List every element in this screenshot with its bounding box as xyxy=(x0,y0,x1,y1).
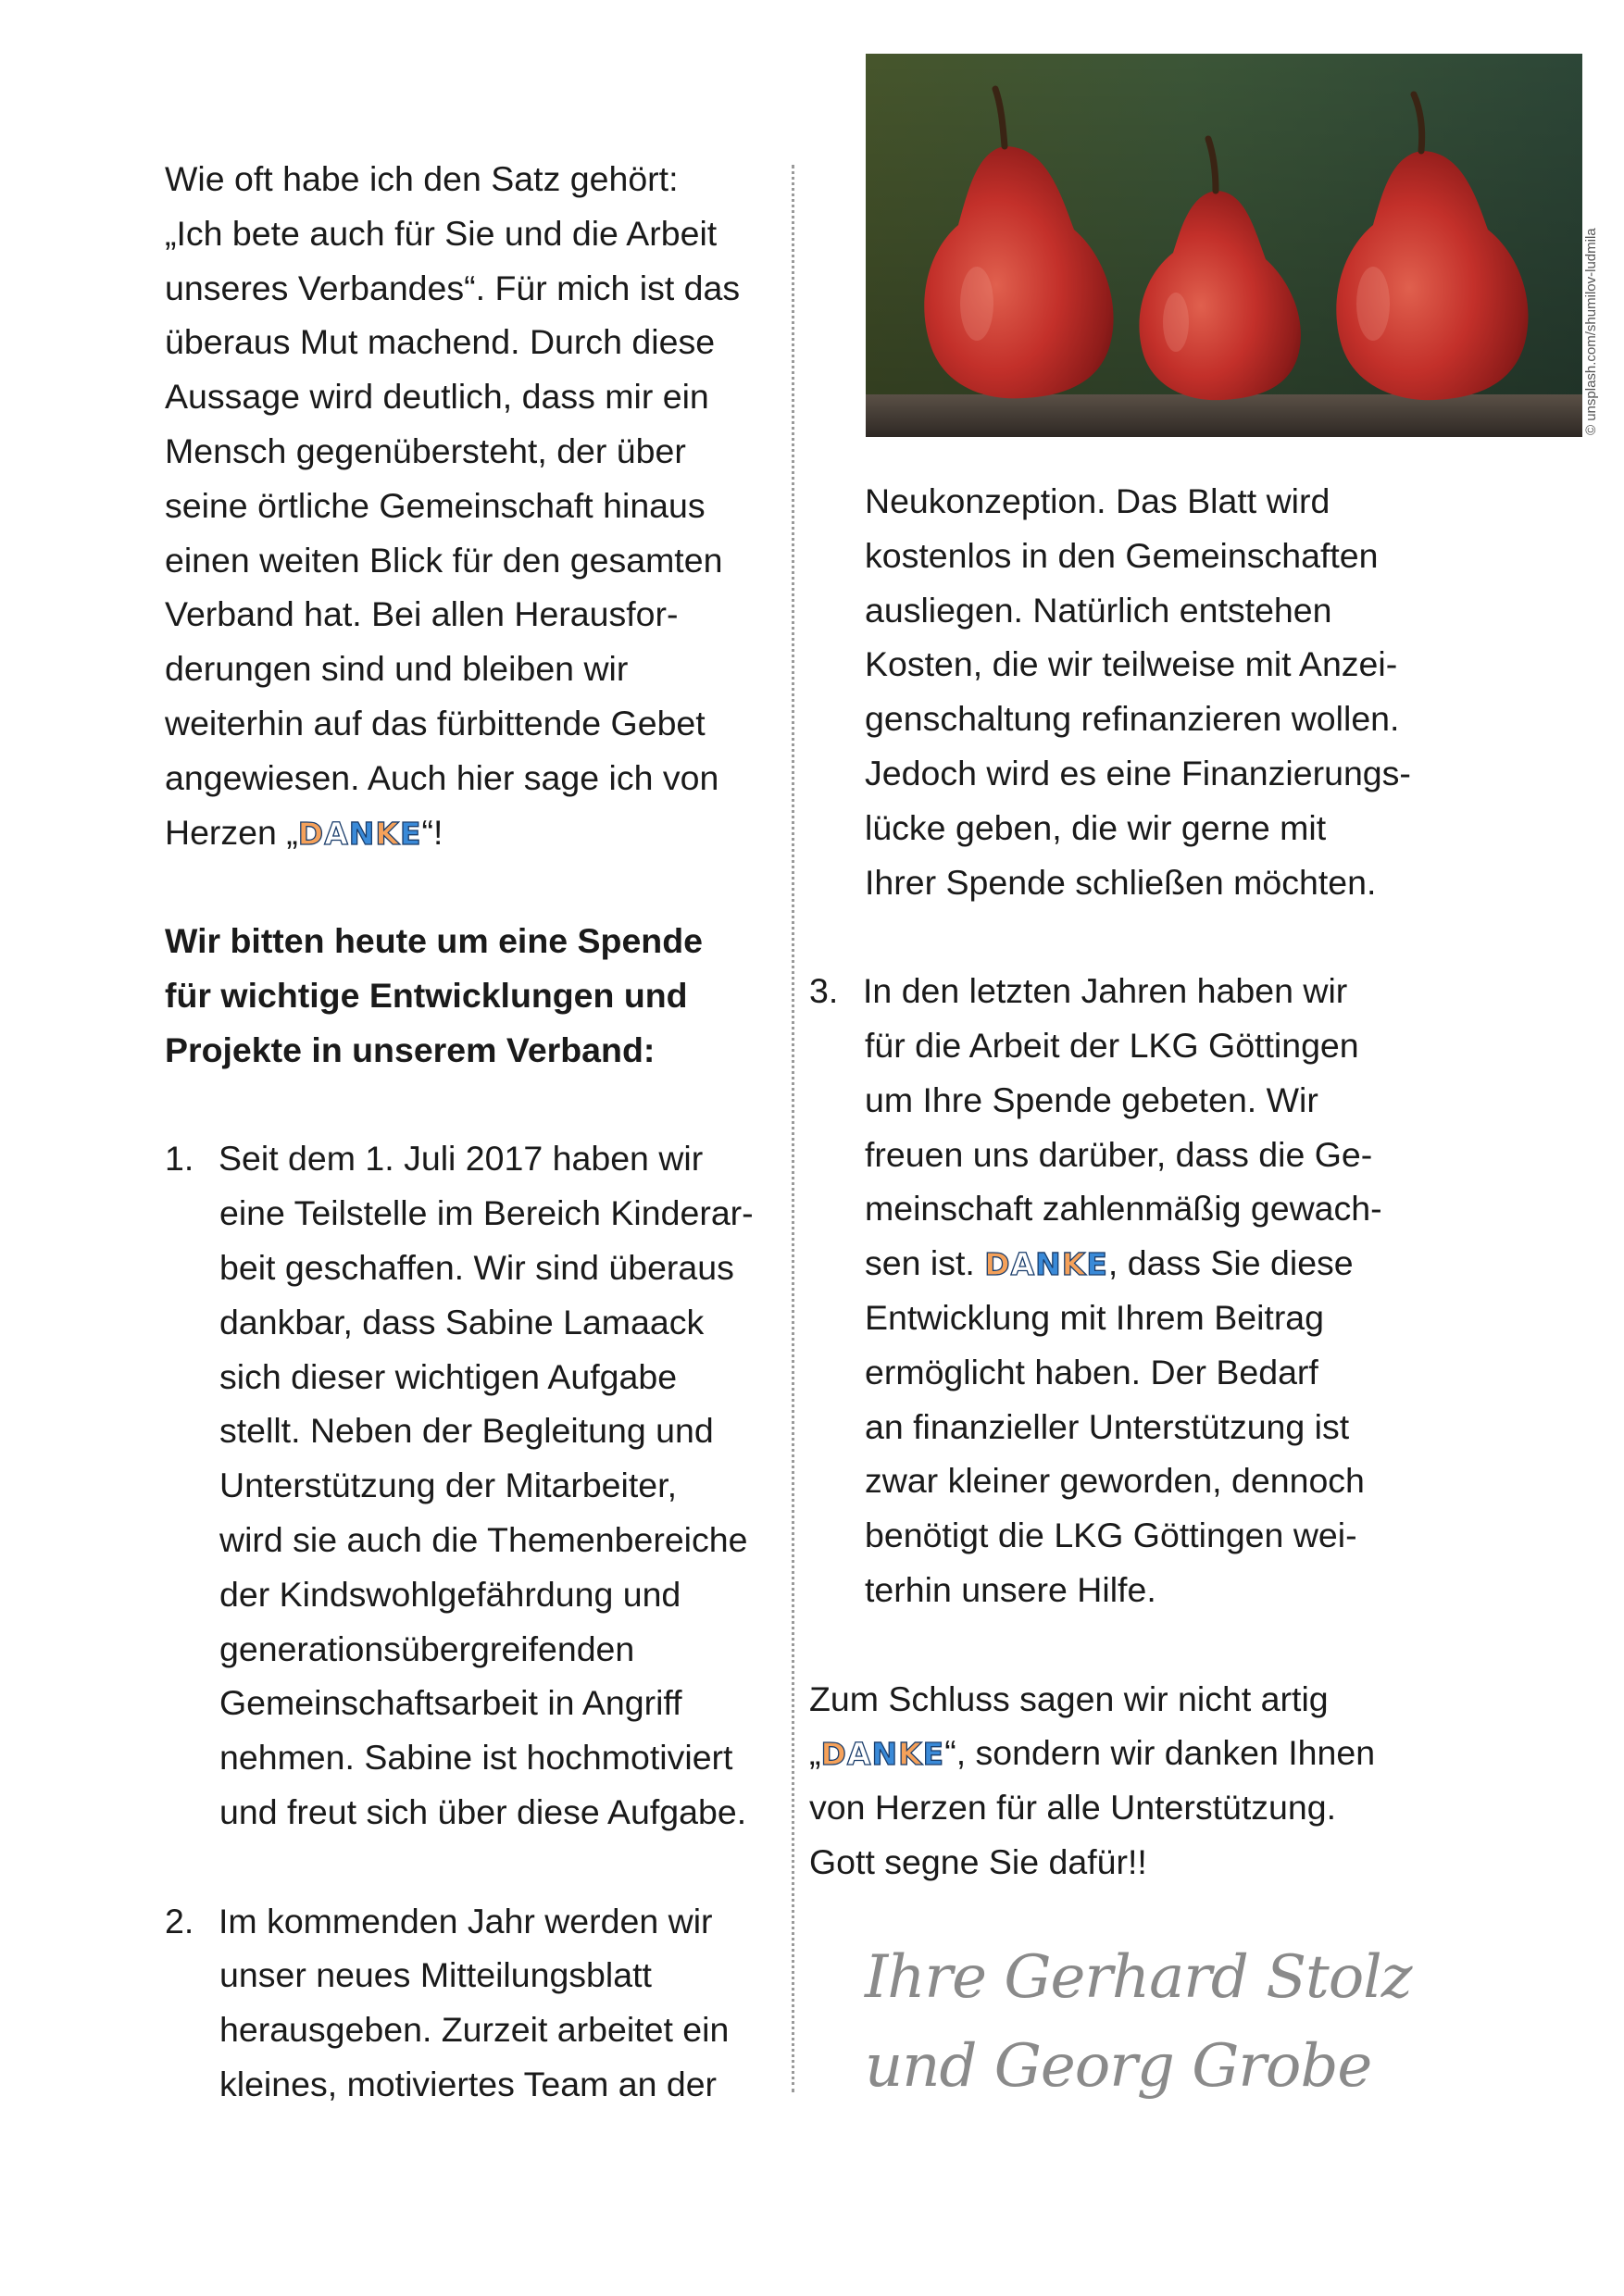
list-item-1 xyxy=(165,1131,776,1839)
text-line: der Kindswohlgefährdung und xyxy=(219,1574,681,1614)
signature-line: und Georg Grobe xyxy=(865,2032,1372,2101)
text-line: um Ihre Spende gebeten. Wir xyxy=(865,1079,1318,1119)
text-fragment: , dass Sie diese xyxy=(1107,1243,1354,1283)
text-line: angewiesen. Auch hier sage ich von xyxy=(165,757,719,797)
closing-paragraph xyxy=(809,1672,1457,1890)
text-line: freuen uns darüber, dass die Ge- xyxy=(865,1134,1373,1174)
text-fragment: In den letzten Jahren haben wir xyxy=(863,971,1348,1011)
text-line: stellt. Neben der Begleitung und xyxy=(219,1411,714,1451)
text-line: kleines, motiviertes Team an der xyxy=(219,2064,718,2103)
text-line: seine örtliche Gemeinschaft hinaus xyxy=(165,485,706,525)
text-line: von Herzen für alle Unterstützung. xyxy=(809,1788,1337,1828)
text-line: wird sie auch die Themenbereiche xyxy=(219,1519,748,1559)
text-line: meinschaft zahlenmäßig gewach- xyxy=(865,1189,1382,1229)
text-line: sich dieser wichtigen Aufgabe xyxy=(219,1356,678,1396)
danke-wordmark xyxy=(297,815,422,852)
text-line: Gott segne Sie dafür!! xyxy=(809,1841,1147,1881)
text-line xyxy=(809,964,1457,1018)
photo-credit: © unsplash.com/shumilov-ludmila xyxy=(1583,228,1599,435)
right-column xyxy=(809,474,1457,1890)
left-column xyxy=(165,152,776,2112)
danke-letter: N xyxy=(871,1736,899,1773)
text-line: Kosten, die wir teilweise mit Anzei- xyxy=(865,644,1398,684)
text-fragment: Seit dem 1. Juli 2017 haben wir xyxy=(219,1139,704,1179)
danke-letter: K xyxy=(1061,1246,1087,1283)
danke-letter: D xyxy=(820,1736,847,1773)
list-item-2 xyxy=(165,1894,776,2112)
danke-letter: A xyxy=(324,815,349,852)
appeal-heading xyxy=(165,914,776,1077)
text-line: Jedoch wird es eine Finanzierungs- xyxy=(865,753,1411,792)
text-fragment: sen ist. xyxy=(865,1243,985,1283)
list-number: 1. xyxy=(165,1139,194,1179)
text-line: weiterhin auf das fürbittende Gebet xyxy=(165,703,706,742)
text-line: unseres Verbandes“. Für mich ist das xyxy=(165,268,741,307)
signature-line: Ihre Gerhard Stolz xyxy=(865,1943,1412,2012)
text-line xyxy=(165,1131,776,1186)
pears-illustration xyxy=(866,54,1582,437)
text-fragment: “! xyxy=(421,812,443,852)
danke-letter: D xyxy=(297,815,325,852)
text-line xyxy=(165,1894,776,1949)
pears-photo xyxy=(866,54,1582,437)
text-line: nehmen. Sabine ist hochmotiviert xyxy=(219,1738,733,1778)
text-line: überaus Mut machend. Durch diese xyxy=(165,322,716,362)
text-line: für die Arbeit der LKG Göttingen xyxy=(865,1025,1359,1065)
danke-letter: N xyxy=(348,815,376,852)
text-line: Ihrer Spende schließen möchten. xyxy=(865,862,1377,902)
text-fragment: “, sondern wir danken Ihnen xyxy=(944,1733,1376,1773)
text-fragment: Herzen „ xyxy=(165,812,298,852)
text-line: lücke geben, die wir gerne mit xyxy=(865,807,1327,847)
text-line: Mensch gegenübersteht, der über xyxy=(165,430,686,470)
text-line: Gemeinschaftsarbeit in Angriff xyxy=(219,1683,682,1723)
text-line: eine Teilstelle im Bereich Kinderar- xyxy=(219,1193,754,1233)
text-line: herausgeben. Zurzeit arbeitet ein xyxy=(219,2010,730,2050)
heading-line: Wir bitten heute um eine Spende xyxy=(165,921,703,961)
text-line: „Ich bete auch für Sie und die Arbeit xyxy=(165,213,718,253)
text-line: genschaltung refinanzieren wollen. xyxy=(865,699,1400,739)
signature xyxy=(865,1933,1411,2111)
text-line: unser neues Mitteilungsblatt xyxy=(219,1955,652,1995)
text-line: terhin unsere Hilfe. xyxy=(865,1569,1156,1609)
text-fragment: Im kommenden Jahr werden wir xyxy=(219,1901,713,1940)
text-line: Entwicklung mit Ihrem Beitrag xyxy=(865,1297,1325,1337)
danke-letter: N xyxy=(1035,1246,1062,1283)
danke-letter: A xyxy=(1010,1246,1036,1283)
text-line: Zum Schluss sagen wir nicht artig xyxy=(809,1678,1329,1718)
text-line: einen weiten Blick für den gesamten xyxy=(165,540,723,580)
text-line: derungen sind und bleiben wir xyxy=(165,649,629,689)
text-line: dankbar, dass Sabine Lamaack xyxy=(219,1302,705,1341)
list-item-3 xyxy=(809,964,1457,1617)
text-fragment: „ xyxy=(809,1733,821,1773)
list-number: 3. xyxy=(809,971,839,1011)
text-line xyxy=(165,805,776,860)
text-line: kostenlos in den Gemeinschaften xyxy=(865,535,1379,575)
text-line: zwar kleiner geworden, dennoch xyxy=(865,1461,1365,1501)
danke-letter: E xyxy=(922,1736,945,1773)
text-line: beit geschaffen. Wir sind überaus xyxy=(219,1247,734,1287)
danke-letter: K xyxy=(375,815,400,852)
text-line: und freut sich über diese Aufgabe. xyxy=(219,1791,747,1831)
danke-letter: E xyxy=(399,815,422,852)
text-line: ermöglicht haben. Der Bedarf xyxy=(865,1352,1318,1391)
text-line: Aussage wird deutlich, dass mir ein xyxy=(165,377,709,417)
text-line: generationsübergreifenden xyxy=(219,1628,635,1668)
text-line: an finanzieller Unterstützung ist xyxy=(865,1406,1350,1446)
danke-letter: D xyxy=(984,1246,1011,1283)
danke-letter: A xyxy=(846,1736,872,1773)
text-line: Neukonzeption. Das Blatt wird xyxy=(865,481,1330,520)
column-divider xyxy=(792,165,794,2092)
text-line: ausliegen. Natürlich entstehen xyxy=(865,590,1332,630)
danke-wordmark xyxy=(820,1736,945,1773)
text-line xyxy=(809,1236,1457,1291)
text-line: Unterstützung der Mitarbeiter, xyxy=(219,1466,677,1505)
text-line: benötigt die LKG Göttingen wei- xyxy=(865,1516,1357,1555)
intro-paragraph xyxy=(165,152,776,859)
danke-letter: K xyxy=(898,1736,923,1773)
danke-letter: E xyxy=(1086,1246,1108,1283)
text-line xyxy=(809,1726,1457,1780)
danke-wordmark xyxy=(984,1246,1108,1283)
heading-line: Projekte in unserem Verband: xyxy=(165,1029,656,1069)
text-line: Verband hat. Bei allen Herausfor- xyxy=(165,594,679,634)
list-item-2-continued xyxy=(809,474,1457,909)
heading-line: für wichtige Entwicklungen und xyxy=(165,975,688,1015)
list-number: 2. xyxy=(165,1901,194,1940)
text-line: Wie oft habe ich den Satz gehört: xyxy=(165,159,679,198)
